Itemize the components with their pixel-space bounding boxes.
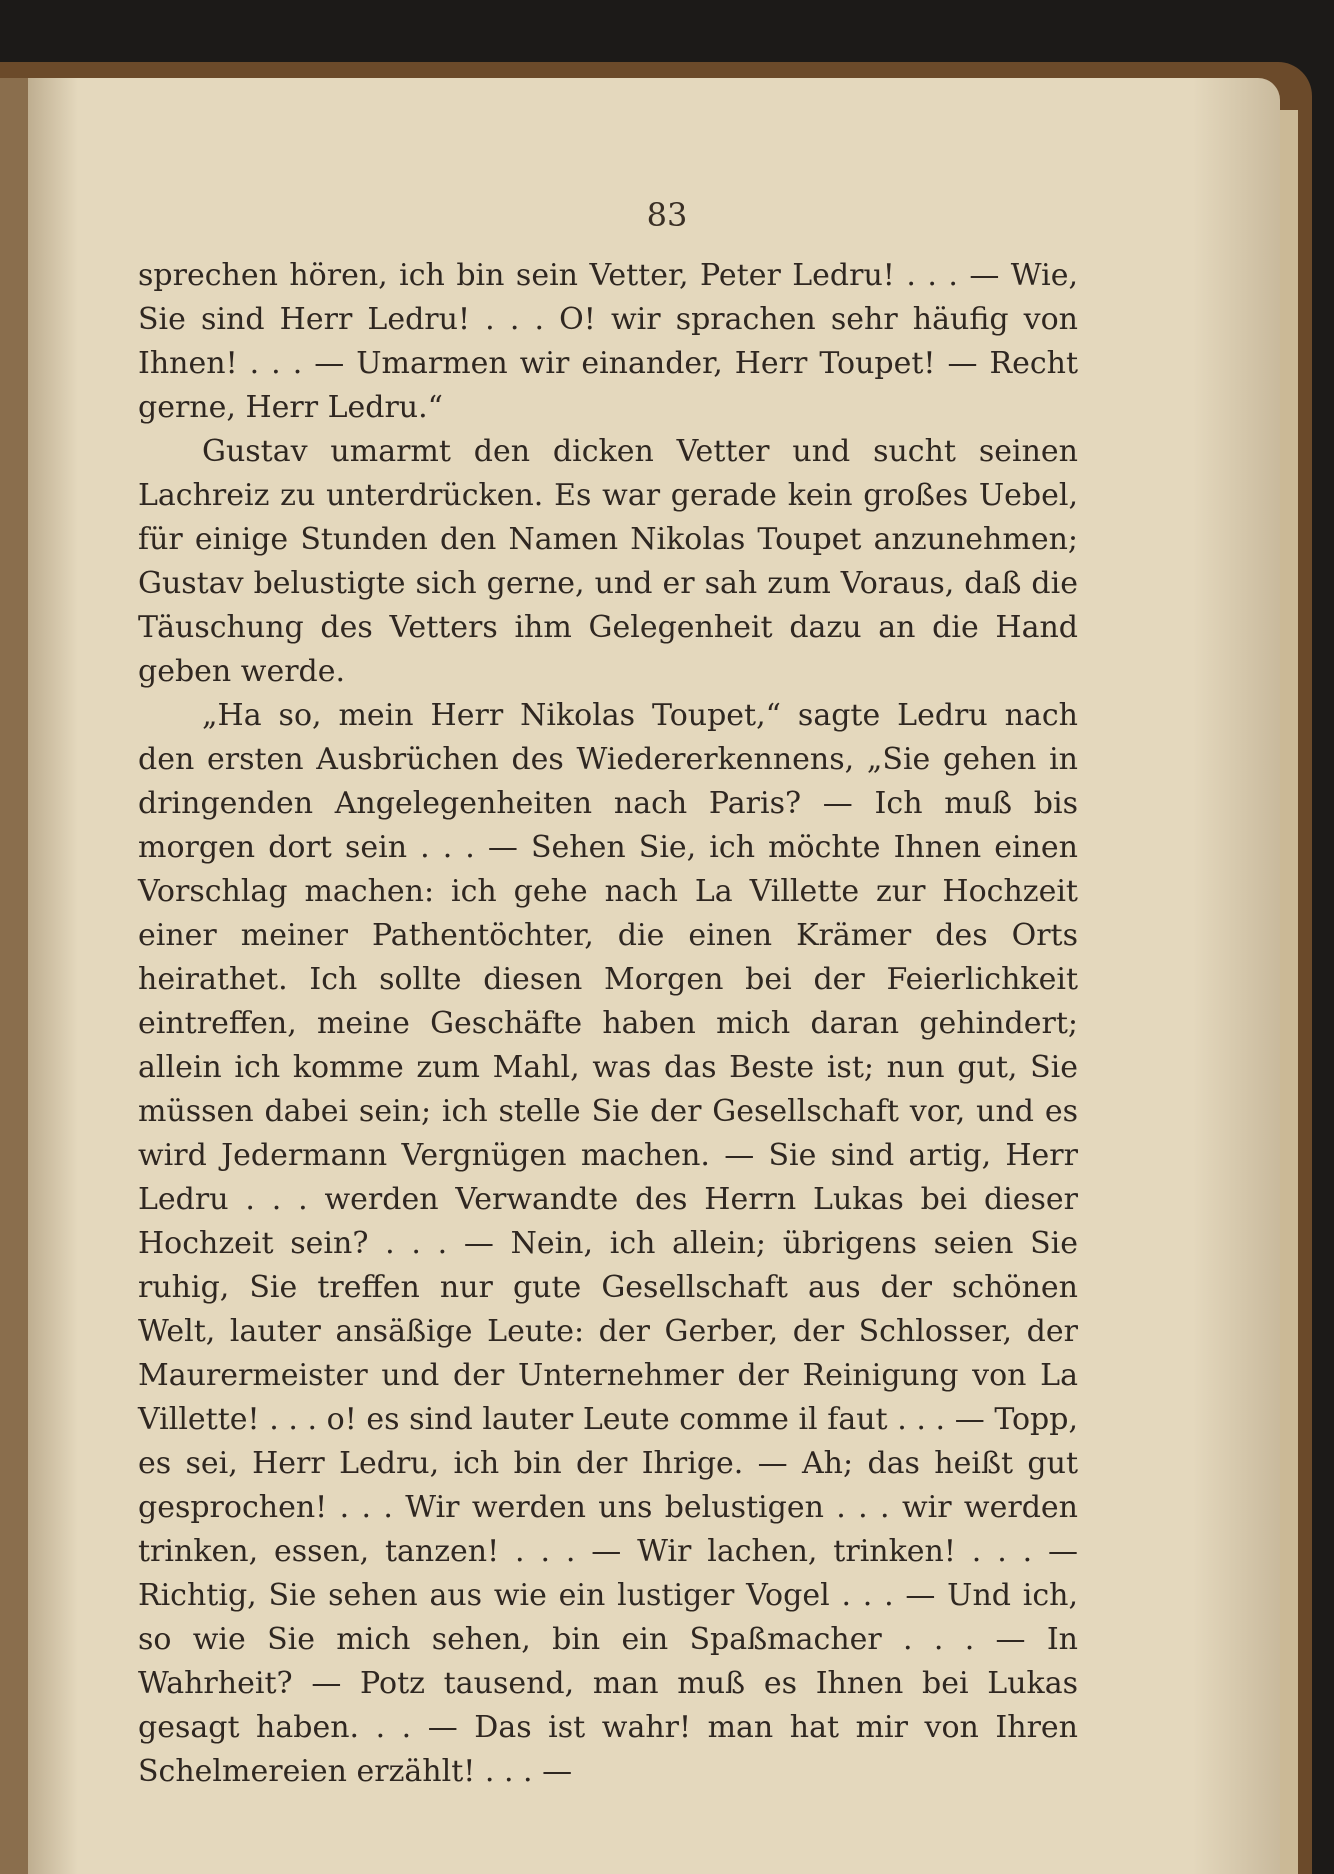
- page-number: 83: [646, 196, 688, 234]
- paragraph-1: sprechen hören, ich bin sein Vetter, Peter Ledru! . . . — Wie, Sie sind Herr Ledru! . . . O! wir sprachen sehr häufig von Ihnen! . . . — Umarmen wir einander, Herr Toupet! — Recht gerne, Herr Ledru.“: [138, 258, 1078, 425]
- page-text: [138, 254, 1078, 1794]
- paragraph-3: „Ha so, mein Herr Nikolas Toupet,“ sagte Ledru nach den ersten Ausbrüchen des Wiedererkennens, „Sie gehen in dringenden Angelegenheiten nach Paris? — Ich muß bis morgen dort sein . . . — Sehen Sie, ich möchte Ihnen einen Vorschlag machen: ich gehe nach La Villette zur Hochzeit einer meiner Pathentöchter, die einen Krämer des Orts heirathet. Ich sollte diesen Morgen bei der Feierlichkeit eintreffen, meine Geschäfte haben mich daran gehindert; allein ich komme zum Mahl, was das Beste ist; nun gut, Sie müssen dabei sein; ich stelle Sie der Gesellschaft vor, und es wird Jedermann Vergnügen machen. — Sie sind artig, Herr Ledru . . . werden Verwandte des Herrn Lukas bei dieser Hochzeit sein? . . . — Nein, ich allein; übrigens seien Sie ruhig, Sie treffen nur gute Gesellschaft aus der schönen Welt, lauter ansäßige Leute: der Gerber, der Schlosser, der Maurermeister und der Unternehmer der Reinigung von La Villette! . . . o! es sind lauter Leute comme il faut . . . — Topp, es sei, Herr Ledru, ich bin der Ihrige. — Ah; das heißt gut gesprochen! . . . Wir werden uns belustigen . . . wir werden trinken, essen, tanzen! . . . — Wir lachen, trinken! . . . — Richtig, Sie sehen aus wie ein lustiger Vogel . . . — Und ich, so wie Sie mich sehen, bin ein Spaßmacher . . . — In Wahrheit? — Potz tausend, man muß es Ihnen bei Lukas gesagt haben. . . — Das ist wahr! man hat mir von Ihren Schelmereien erzählt! . . . —: [138, 698, 1078, 1789]
- paragraph-2: Gustav umarmt den dicken Vetter und sucht seinen Lachreiz zu unterdrücken. Es war gerade kein großes Uebel, für einige Stunden den Namen Nikolas Toupet anzunehmen; Gustav belustigte sich gerne, und er sah zum Voraus, daß die Täuschung des Vetters ihm Gelegenheit dazu an die Hand geben werde.: [138, 434, 1078, 689]
- book-gutter: [0, 78, 30, 1874]
